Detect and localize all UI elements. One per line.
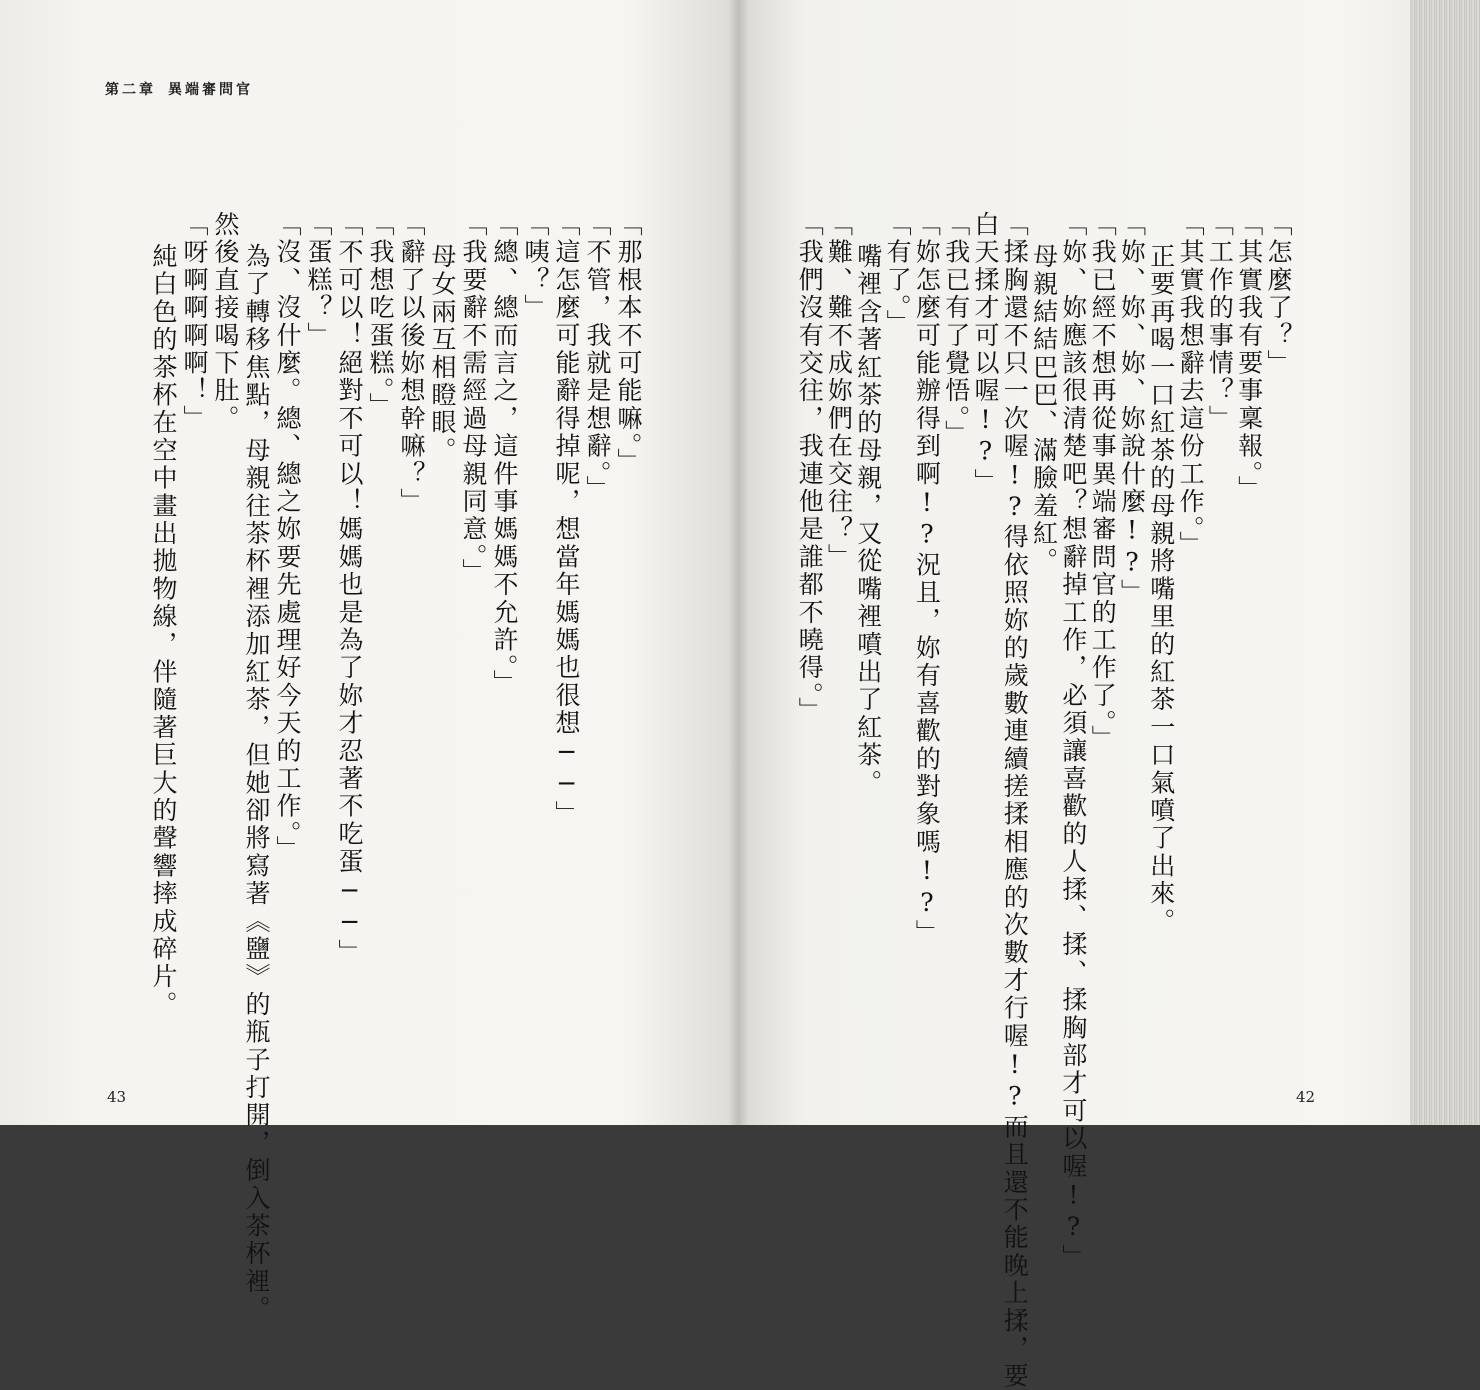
- running-head: [105, 79, 253, 99]
- page-edges: [1410, 0, 1480, 1125]
- book-gutter: [728, 0, 748, 1125]
- text-column: 「有了。」: [883, 211, 913, 337]
- text-column: 「妳、妳應該很清楚吧？想辭掉工作，必須讓喜歡的人揉、揉、揉胸部才可以喔!?」: [1058, 211, 1088, 1272]
- text-column: 「咦？」: [521, 211, 550, 322]
- text-column: 「我們沒有交往，我連他是誰都不曉得。」: [795, 211, 825, 725]
- text-column: 「妳、妳、妳、妳說什麼!?」: [1117, 211, 1147, 607]
- text-column: 「不可以！絕對不可以！媽媽也是為了妳才忍著不吃蛋──」: [335, 211, 364, 967]
- text-column: 「揉胸還不只一次喔!?得依照妳的歲數連續搓揉相應的次數才行喔!?而且還不能晚上揉，要: [1000, 211, 1030, 1390]
- page-number-left: 43: [107, 1088, 127, 1106]
- text-column: 白天揉才可以喔!?」: [971, 211, 1000, 496]
- text-column: 「呀啊啊啊啊！」: [180, 211, 209, 433]
- text-column: 純白色的茶杯在空中畫出拋物線，伴隨著巨大的聲響摔成碎片。: [149, 243, 178, 1019]
- text-column: 嘴裡含著紅茶的母親，又從嘴裡噴出了紅茶。: [853, 243, 883, 797]
- text-column: 「辭了以後妳想幹嘛？」: [397, 211, 426, 516]
- chapter-title: 異端審問官: [168, 82, 253, 98]
- text-column: 「沒、沒什麼。總、總之妳要先處理好今天的工作。」: [273, 211, 302, 864]
- text-column: 「妳怎麼可能辦得到啊!?況且，妳有喜歡的對象嗎!?」: [912, 211, 942, 948]
- text-column: 「其實我有要事稟報。」: [1234, 211, 1264, 504]
- text-column: 「其實我想辭去這份工作。」: [1176, 211, 1206, 559]
- text-column: 正要再喝一口紅茶的母親將嘴里的紅茶一口氣噴了出來。: [1146, 243, 1176, 936]
- text-column: 「難、難不成妳們在交往？」: [824, 211, 854, 572]
- page-number-right: 42: [1296, 1088, 1316, 1106]
- text-column: 「蛋糕？」: [304, 211, 333, 350]
- text-column: 「我要辭不需經過母親同意。」: [459, 211, 488, 587]
- text-column: 「我已有了覺悟。」: [941, 211, 971, 448]
- text-column: 「這怎麼可能辭得掉呢，想當年媽媽也很想──」: [552, 211, 581, 829]
- text-column: 「不管，我就是想辭。」: [583, 211, 612, 504]
- text-column: 「我已經不想再從事異端審問官的工作了。」: [1088, 211, 1118, 753]
- text-column: 「工作的事情？」: [1205, 211, 1235, 433]
- text-column: 「總、總而言之，這件事媽媽不允許。」: [490, 211, 519, 698]
- chapter-number: 第二章: [105, 82, 156, 98]
- text-column: 然後直接喝下肚。: [211, 211, 240, 433]
- text-column: 「我想吃蛋糕。」: [366, 211, 395, 421]
- text-column: 「那根本不可能嘛。」: [614, 211, 643, 476]
- text-column: 母女兩互相瞪眼。: [428, 243, 457, 465]
- text-column: 母親結結巴巴、滿臉羞紅。: [1029, 243, 1059, 576]
- text-column: 為了轉移焦點，母親往茶杯裡添加紅茶，但她卻將寫著《鹽》的瓶子打開，倒入茶杯裡。: [242, 243, 271, 1324]
- text-column: 「怎麼了？」: [1264, 211, 1293, 378]
